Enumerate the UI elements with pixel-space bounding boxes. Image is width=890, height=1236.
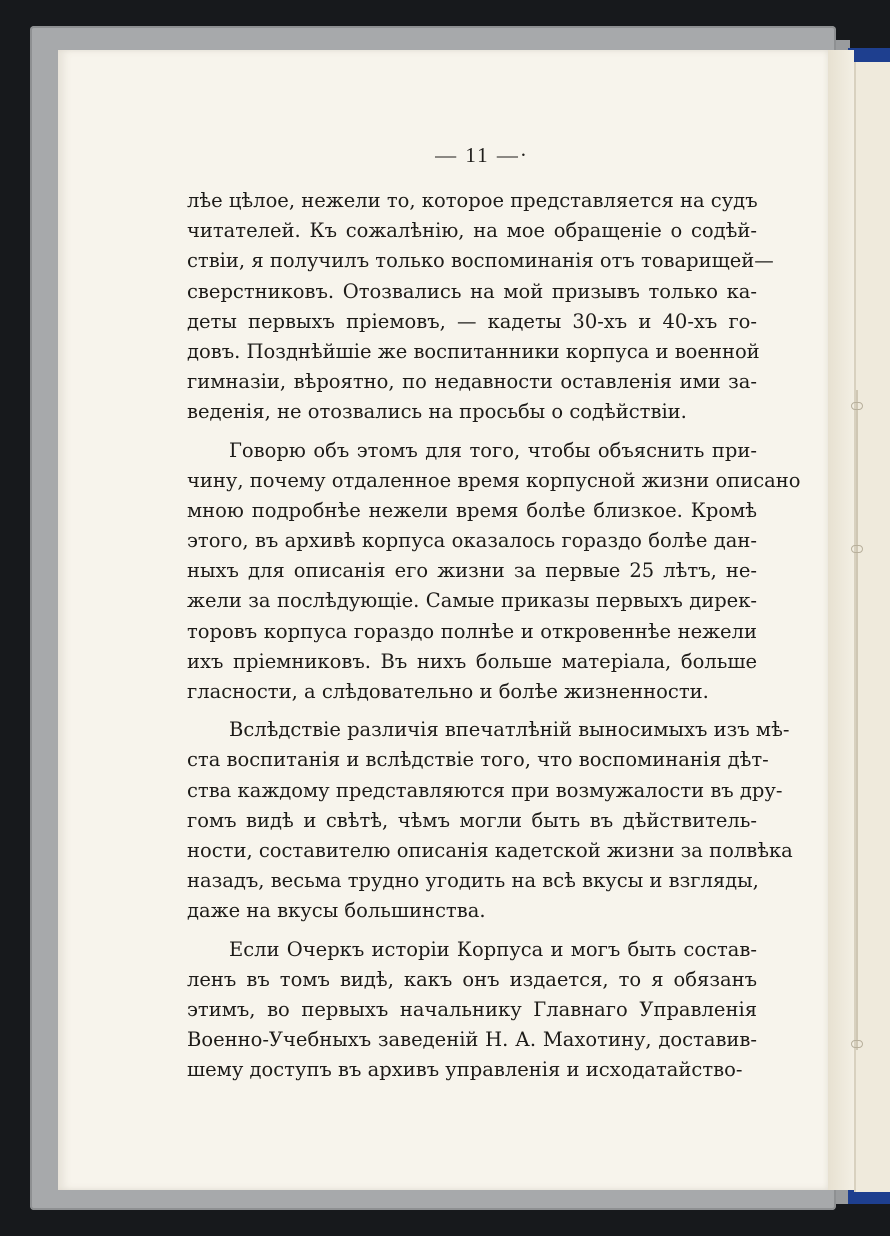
page-gutter-shadow xyxy=(828,50,854,1190)
binding-knot xyxy=(851,545,863,553)
binding-knot xyxy=(851,1040,863,1048)
text-line: ствіи, я получилъ только воспоминанія отъ товарищей— xyxy=(187,249,774,273)
text-line: ихъ пріемниковъ. Въ нихъ больше матеріала, больше xyxy=(187,649,757,673)
text-line: веденія, не отозвались на просьбы о содѣйствіи. xyxy=(187,400,687,424)
text-line: гимназіи, вѣроятно, по недавности оставленія ими за- xyxy=(187,370,757,394)
text-line: лѣе цѣлое, нежели то, которое представляется на судъ xyxy=(187,189,758,212)
paragraph-gap xyxy=(187,707,757,715)
text-line: деты первыхъ пріемовъ, — кадеты 30-хъ и 40-хъ го- xyxy=(187,309,757,333)
text-line: ста воспитанія и вслѣдствіе того, что воспоминанія дѣт- xyxy=(187,748,769,772)
text-line: назадъ, весьма трудно угодить на всѣ вкусы и взгляды, xyxy=(187,869,759,893)
text-line: этимъ, во первыхъ начальнику Главнаго Управленія xyxy=(187,997,757,1021)
text-line: ства каждому представляются при возмужалости въ дру- xyxy=(187,778,783,802)
binding-thread xyxy=(856,390,858,1050)
text-line: торовъ корпуса гораздо полнѣе и откровеннѣе нежели xyxy=(187,619,757,643)
paragraph-gap xyxy=(187,927,757,935)
text-line: мною подробнѣе нежели время болѣе близкое. Кромѣ xyxy=(187,498,757,522)
page-body-text xyxy=(187,186,801,1085)
text-line: Говорю объ этомъ для того, чтобы объяснить при- xyxy=(229,438,757,462)
text-line: жели за послѣдующіе. Самые приказы первыхъ дирек- xyxy=(187,589,757,613)
text-line: этого, въ архивѣ корпуса оказалось гораздо болѣе дан- xyxy=(187,529,757,553)
text-line: гласности, а слѣдовательно и болѣе жизненности. xyxy=(187,680,709,703)
text-line: довъ. Позднѣйшіе же воспитанники корпуса и военной xyxy=(187,339,760,363)
text-line: читателей. Къ сожалѣнію, на мое обращеніе о содѣй- xyxy=(187,219,757,243)
text-line: Если Очеркъ исторіи Корпуса и могъ быть состав- xyxy=(229,937,757,961)
paragraph-gap xyxy=(187,428,757,436)
next-page-edge xyxy=(854,62,890,1192)
text-line: гомъ видѣ и свѣтѣ, чѣмъ могли быть въ дѣйствитель- xyxy=(187,808,757,832)
binding-knot xyxy=(851,402,863,410)
text-line: ныхъ для описанія его жизни за первые 25 лѣтъ, не- xyxy=(187,559,757,583)
text-line: шему доступъ въ архивъ управленія и исходатайство- xyxy=(187,1058,743,1082)
text-line: ленъ въ томъ видѣ, какъ онъ издается, то я обязанъ xyxy=(187,967,757,991)
text-line: ности, составителю описанія кадетской жизни за полвѣка xyxy=(187,838,793,862)
text-line: Вслѣдствіе различія впечатлѣній выносимыхъ изъ мѣ- xyxy=(229,718,790,742)
text-line: сверстниковъ. Отозвались на мой призывъ только ка- xyxy=(187,279,757,303)
text-line: Военно-Учебныхъ заведеній Н. А. Махотину, доставив- xyxy=(187,1028,757,1052)
page-number: — 11 —· xyxy=(435,143,529,167)
text-line: даже на вкусы большинства. xyxy=(187,899,486,923)
text-line: чину, почему отдаленное время корпусной жизни описано xyxy=(187,468,801,492)
